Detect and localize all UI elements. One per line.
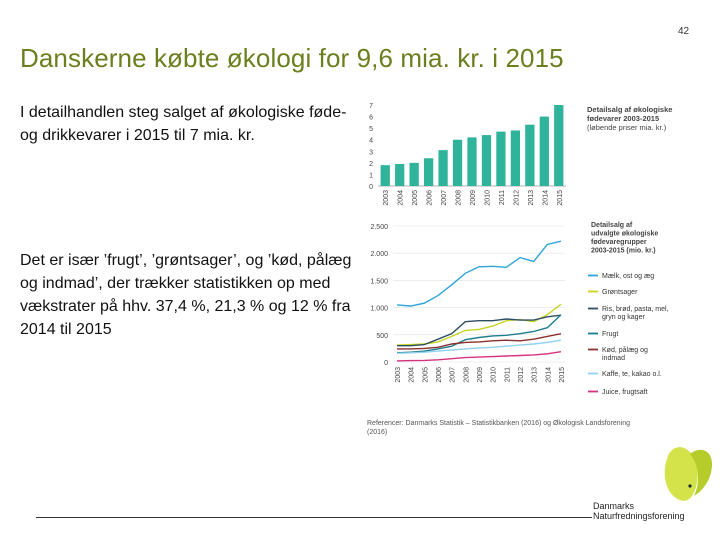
bar-x-tick-label: 2006	[426, 190, 434, 206]
intro-paragraph: I detailhandlen steg salget af økologiske føde- og drikkevarer i 2015 til 7 mia. kr.	[20, 104, 347, 144]
bar-y-tick-label: 0	[369, 184, 373, 191]
bar-y-tick-label: 4	[369, 137, 373, 145]
bar-2013	[525, 125, 534, 186]
line-x-tick-label: 2004	[408, 367, 416, 383]
bar-x-tick-label: 2011	[498, 190, 506, 206]
logo-line-1: Danmarks	[593, 501, 635, 511]
bar-x-tick-label: 2005	[412, 190, 420, 206]
bar-chart-title-line: Detailsalg af økologiske	[587, 105, 673, 114]
line-x-tick-label: 2010	[490, 367, 498, 383]
logo-dot-icon	[688, 484, 691, 487]
legend-entry: Ris, brød, pasta, mel,	[602, 306, 669, 313]
bar-y-tick-label: 1	[369, 172, 373, 180]
bar-2007	[438, 150, 447, 186]
reference-text: Referencer: Danmarks Statistik – Statistikbanken (2016) og Økologisk Landsforening	[367, 420, 631, 427]
bottom-divider	[36, 517, 592, 518]
bar-x-tick-label: 2012	[513, 190, 521, 206]
bar-2011	[496, 132, 505, 186]
growth-paragraph: Det er især ’frugt’, ’grøntsager’, og ’kød, pålæg og indmad’, der trækker statistikken op med vækstrater på hhv. 37,4 %, 21,3 % og 12 % fra 2014 til 2015	[20, 252, 352, 338]
bar-x-tick-label: 2004	[397, 190, 405, 206]
line-chart-title-line: 2003-2015 (mio. kr.)	[591, 247, 656, 255]
legend-entry: Juice, frugtsaft	[602, 389, 648, 396]
line-x-tick-label: 2006	[436, 367, 443, 383]
bar-x-tick-label: 2003	[383, 190, 391, 206]
bar-y-tick-label: 6	[369, 114, 373, 122]
line-x-tick-label: 2003	[395, 367, 402, 383]
line-y-tick-label: 0	[384, 360, 388, 367]
line-x-tick-label: 2013	[531, 367, 539, 383]
bar-2006	[424, 158, 433, 186]
page-number: 42	[678, 26, 690, 37]
line-series-4	[397, 334, 561, 349]
legend-entry: Grøntsager	[602, 289, 638, 296]
bar-y-tick-label: 3	[369, 149, 373, 157]
line-y-tick-label: 2.000	[370, 251, 388, 259]
line-chart-title-line: Detailsalg af	[591, 222, 633, 229]
line-series-0	[397, 241, 561, 306]
line-y-tick-label: 1.500	[370, 278, 388, 286]
line-x-tick-label: 2015	[559, 367, 566, 383]
bar-x-tick-label: 2009	[470, 190, 477, 206]
reference-text: (2016)	[367, 429, 388, 436]
bar-2012	[511, 130, 520, 186]
line-x-tick-label: 2005	[422, 367, 430, 383]
bar-2014	[540, 117, 549, 186]
bar-2010	[482, 135, 491, 186]
bar-2008	[453, 140, 462, 186]
bar-x-tick-label: 2007	[441, 190, 449, 206]
legend-entry: Kød, pålæg og	[602, 347, 648, 354]
bar-x-tick-label: 2008	[455, 190, 463, 206]
bar-y-tick-label: 5	[369, 126, 373, 134]
bar-y-tick-label: 7	[369, 103, 373, 110]
line-y-tick-label: 500	[376, 332, 388, 340]
line-chart-title-line: udvalgte økologiske	[591, 230, 659, 238]
bar-2015	[554, 105, 563, 186]
line-y-tick-label: 1.000	[370, 305, 388, 313]
legend-entry: gryn og kager	[602, 314, 645, 321]
bar-x-tick-label: 2014	[542, 190, 550, 206]
legend-entry: Frugt	[602, 331, 619, 338]
bar-x-tick-label: 2015	[556, 190, 564, 206]
bar-x-tick-label: 2013	[527, 190, 535, 206]
line-series-6	[397, 352, 561, 361]
bar-2004	[395, 164, 404, 186]
bar-2003	[381, 165, 390, 186]
bar-chart-title-line: (løbende priser mia. kr.)	[587, 123, 667, 132]
bar-2009	[467, 137, 476, 186]
line-x-tick-label: 2007	[449, 367, 457, 383]
legend-entry: Kaffe, te, kakao o.l.	[602, 371, 662, 378]
line-x-tick-label: 2008	[463, 367, 471, 383]
line-y-tick-label: 2.500	[370, 224, 388, 231]
legend-entry: Mælk, ost og æg	[602, 273, 655, 280]
page-title: Danskerne købte økologi for 9,6 mia. kr. i 2015	[20, 43, 564, 73]
line-x-tick-label: 2011	[504, 367, 512, 383]
logo-line-2: Naturfredningsforening	[593, 511, 685, 521]
legend-entry: indmad	[602, 355, 625, 362]
line-x-tick-label: 2009	[477, 367, 484, 383]
line-x-tick-label: 2012	[518, 367, 525, 383]
bar-2005	[410, 163, 419, 186]
bar-chart-title-line: fødevarer 2003-2015	[587, 114, 660, 123]
bar-y-tick-label: 2	[369, 160, 373, 168]
line-x-tick-label: 2014	[545, 367, 553, 383]
bar-x-tick-label: 2010	[484, 190, 492, 206]
line-chart-title-line: fødevaregrupper	[591, 239, 647, 246]
logo-text	[593, 501, 685, 521]
